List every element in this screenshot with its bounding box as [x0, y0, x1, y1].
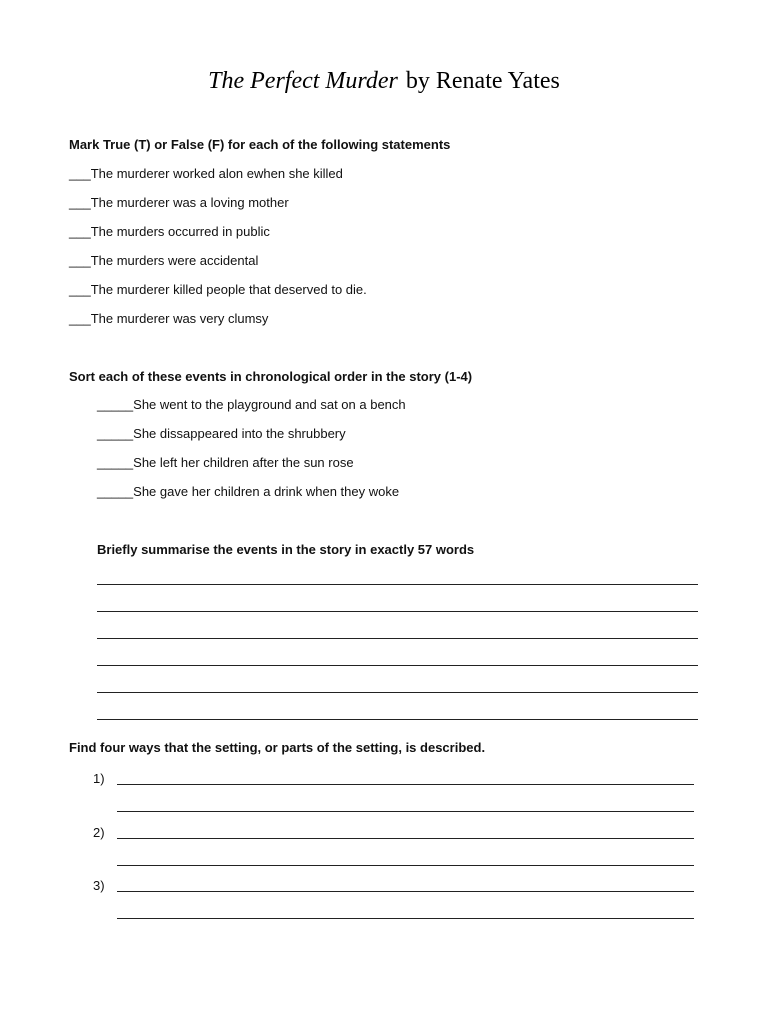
setting-answer-line[interactable] — [117, 865, 694, 866]
statement-text: The murderer worked alon ewhen she killed — [90, 166, 343, 181]
order-blank[interactable]: _____ — [97, 484, 134, 499]
chronology-item — [97, 484, 399, 499]
setting-answer-line[interactable] — [117, 811, 694, 812]
page-title — [0, 68, 768, 95]
title-author: by Renate Yates — [405, 68, 560, 94]
true-false-item — [69, 166, 343, 181]
answer-blank[interactable]: ___ — [69, 195, 91, 210]
summary-answer-line[interactable] — [97, 692, 698, 693]
summary-answer-line[interactable] — [97, 638, 698, 639]
answer-blank[interactable]: ___ — [69, 282, 91, 297]
chronology-item — [97, 455, 354, 470]
order-blank[interactable]: _____ — [97, 397, 134, 412]
true-false-heading: Mark True (T) or False (F) for each of the following statements — [69, 137, 451, 152]
true-false-item — [69, 311, 268, 326]
true-false-item — [69, 282, 367, 297]
statement-text: The murderer killed people that deserved to die. — [90, 282, 367, 297]
setting-answer-line[interactable] — [117, 838, 694, 839]
statement-text: The murderer was very clumsy — [90, 311, 269, 326]
statement-text: The murders occurred in public — [90, 224, 270, 239]
statement-text: The murderer was a loving mother — [90, 195, 289, 210]
event-text: She went to the playground and sat on a bench — [133, 397, 406, 412]
summary-answer-line[interactable] — [97, 665, 698, 666]
answer-blank[interactable]: ___ — [69, 166, 91, 181]
true-false-item — [69, 224, 270, 239]
true-false-item — [69, 253, 258, 268]
setting-heading: Find four ways that the setting, or parts of the setting, is described. — [69, 740, 486, 755]
order-blank[interactable]: _____ — [97, 426, 134, 441]
setting-answer-line[interactable] — [117, 784, 694, 785]
order-blank[interactable]: _____ — [97, 455, 134, 470]
answer-blank[interactable]: ___ — [69, 253, 91, 268]
summary-heading: Briefly summarise the events in the story in exactly 57 words — [97, 542, 475, 557]
answer-number-1: 1) — [93, 771, 105, 786]
chronology-item — [97, 397, 406, 412]
summary-answer-line[interactable] — [97, 611, 698, 612]
summary-answer-line[interactable] — [97, 719, 698, 720]
event-text: She gave her children a drink when they woke — [133, 484, 400, 499]
setting-answer-line[interactable] — [117, 918, 694, 919]
title-story-name: The Perfect Murder — [208, 68, 398, 94]
true-false-item — [69, 195, 289, 210]
setting-answer-line[interactable] — [117, 891, 694, 892]
statement-text: The murders were accidental — [90, 253, 259, 268]
summary-answer-line[interactable] — [97, 584, 698, 585]
answer-blank[interactable]: ___ — [69, 311, 91, 326]
chronology-item — [97, 426, 346, 441]
answer-blank[interactable]: ___ — [69, 224, 91, 239]
answer-number-3: 3) — [93, 878, 105, 893]
answer-number-2: 2) — [93, 825, 105, 840]
event-text: She left her children after the sun rose — [133, 455, 354, 470]
chronology-heading: Sort each of these events in chronological order in the story (1-4) — [69, 369, 473, 384]
event-text: She dissappeared into the shrubbery — [133, 426, 346, 441]
